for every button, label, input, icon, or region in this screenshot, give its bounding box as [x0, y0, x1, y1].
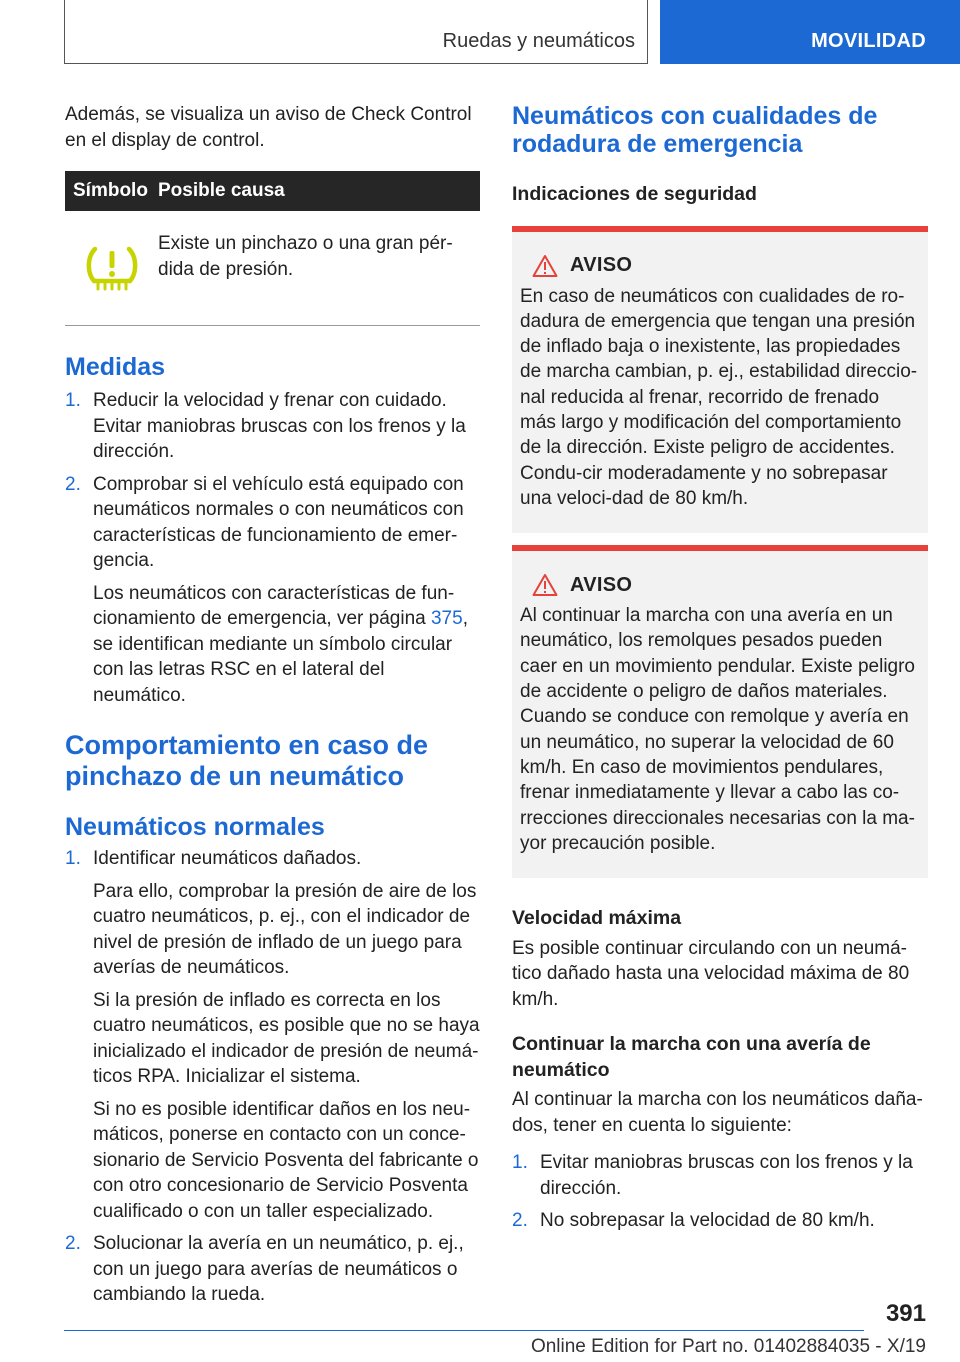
footer-divider — [64, 1330, 864, 1331]
safety-heading: Indicaciones de seguridad — [512, 183, 757, 205]
list-item — [512, 1208, 928, 1234]
warning-box — [512, 226, 928, 534]
step-number: 2. — [512, 1210, 528, 1232]
continuar-text: Al continuar la marcha con los neumáticos daña-dos, tener en cuenta lo siguiente: — [512, 1089, 923, 1136]
list-item — [65, 388, 480, 465]
step-number: 1. — [65, 848, 81, 869]
velocidad-text: Es posible continuar circulando con un neumá-tico dañado hasta una velocidad máxima de 80 km/h. — [512, 937, 910, 1010]
warning-title — [520, 254, 920, 278]
step-text: Solucionar la avería en un neumático, p. ej., con un juego para averías de neumáticos o cambiando la rueda. — [93, 1233, 464, 1305]
continuar-heading: Continuar la marcha con una avería de neumático — [512, 1033, 871, 1081]
step-text: Evitar maniobras bruscas con los frenos y la dirección. — [540, 1152, 913, 1199]
step-text: Comprobar si el vehículo está equipado con neumáticos normales o con neumáticos con características de funcionamiento de emer-gencia. — [93, 473, 464, 571]
normales-heading: Neumáticos normales — [65, 813, 325, 841]
list-item — [65, 1231, 480, 1308]
left-column — [65, 102, 480, 1308]
warning-triangle-icon — [532, 573, 558, 597]
section-title: Ruedas y neumáticos — [442, 30, 635, 52]
step-subtext: Para ello, comprobar la presión de aire de los cuatro neumáticos, p. ej., con el indicador de nivel de presión de inflado de un juego para averías de neumáticos. — [93, 880, 477, 978]
comportamiento-heading: Comportamiento en caso de pinchazo de un neumático — [65, 730, 429, 791]
warning-label: AVISO — [570, 573, 633, 596]
subtext-before: Los neumáticos con características de fun-cionamiento de emergencia, ver página — [93, 582, 455, 629]
right-column — [512, 102, 928, 1234]
page-reference-link[interactable]: 375 — [430, 608, 463, 629]
warning-text: En caso de neumáticos con cualidades de ro-dadura de emergencia que tengan una presión de inflado baja o inexistente, las propiedades de marcha cambian, p. ej., estabilidad direccio-nal reducida al frenar, recorrido de frenado más largo y modificación del comportamiento de la dirección. Existe peligro de accidentes. Condu-cir moderadamente y no sobrepasar una veloci-dad de 80 km/h. — [520, 285, 918, 509]
warning-box — [512, 545, 928, 878]
table-row — [65, 211, 480, 325]
table-cause-text: Existe un pinchazo o una gran pér-dida de presión. — [158, 233, 453, 280]
table-header — [65, 171, 480, 211]
normales-list — [65, 846, 480, 1308]
step-text: Reducir la velocidad y frenar con cuidado. Evitar maniobras bruscas con los frenos y la dirección. — [93, 390, 466, 462]
intro-paragraph: Además, se visualiza un aviso de Check Control en el display de control. — [65, 104, 472, 151]
symbol-table — [65, 171, 480, 326]
chapter-tab[interactable] — [660, 0, 960, 64]
step-subtext — [93, 581, 480, 709]
page-number: 391 — [885, 1300, 926, 1327]
step-subtext: Si no es posible identificar daños en los neu-máticos, ponerse en contacto con un conce-sionario de Servicio Posventa del fabricante o con otro concesionario de Servicio Posventa cualificado o con un taller especializado. — [93, 1098, 479, 1222]
section-title-box — [64, 0, 648, 64]
step-text: No sobrepasar la velocidad de 80 km/h. — [540, 1210, 875, 1232]
step-number: 1. — [512, 1152, 528, 1174]
table-col-symbol: Símbolo — [73, 180, 148, 201]
rsc-heading: Neumáticos con cualidades de rodadura de emergencia — [512, 102, 878, 158]
table-col-cause: Posible causa — [158, 180, 285, 201]
edition-note: Online Edition for Part no. 01402884035 - X/19 — [530, 1336, 926, 1357]
velocidad-heading: Velocidad máxima — [512, 907, 682, 930]
step-number: 1. — [65, 390, 81, 411]
page-header — [0, 0, 960, 66]
warning-triangle-icon — [532, 254, 558, 278]
subtext-after: , se identifican mediante un símbolo circular con las letras RSC en el lateral del neumático. — [93, 608, 468, 706]
list-item — [512, 1150, 928, 1201]
chapter-tab-label: MOVILIDAD — [811, 30, 926, 52]
medidas-list — [65, 388, 480, 708]
step-text: Identificar neumáticos dañados. — [93, 848, 362, 869]
list-item — [65, 846, 480, 1224]
list-item — [65, 472, 480, 709]
warning-label: AVISO — [570, 254, 633, 276]
step-subtext: Si la presión de inflado es correcta en los cuatro neumáticos, es posible que no se haya inicializado el indicador de presión de neumá-ticos RPA. Inicializar el sistema. — [93, 989, 480, 1087]
warning-title — [520, 573, 920, 597]
tire-pressure-warning-icon — [65, 231, 158, 305]
step-number: 2. — [65, 1233, 81, 1254]
warning-text: Al continuar la marcha con una avería en un neumático, los remolques pesados pueden caer en un movimiento pendular. Existe peligro de accidente o peligro de daños materiales. Cuando se conduce con remolque y avería en un neumático, no superar la velocidad de 60 km/h. En caso de movimientos pendulares, frenar inmediatamente y llevar a cabo las co-rrecciones direccionales necesarias con la ma-yor precaución posible. — [520, 605, 916, 854]
continuar-list — [512, 1150, 928, 1234]
medidas-heading: Medidas — [65, 353, 166, 381]
step-number: 2. — [65, 473, 81, 495]
